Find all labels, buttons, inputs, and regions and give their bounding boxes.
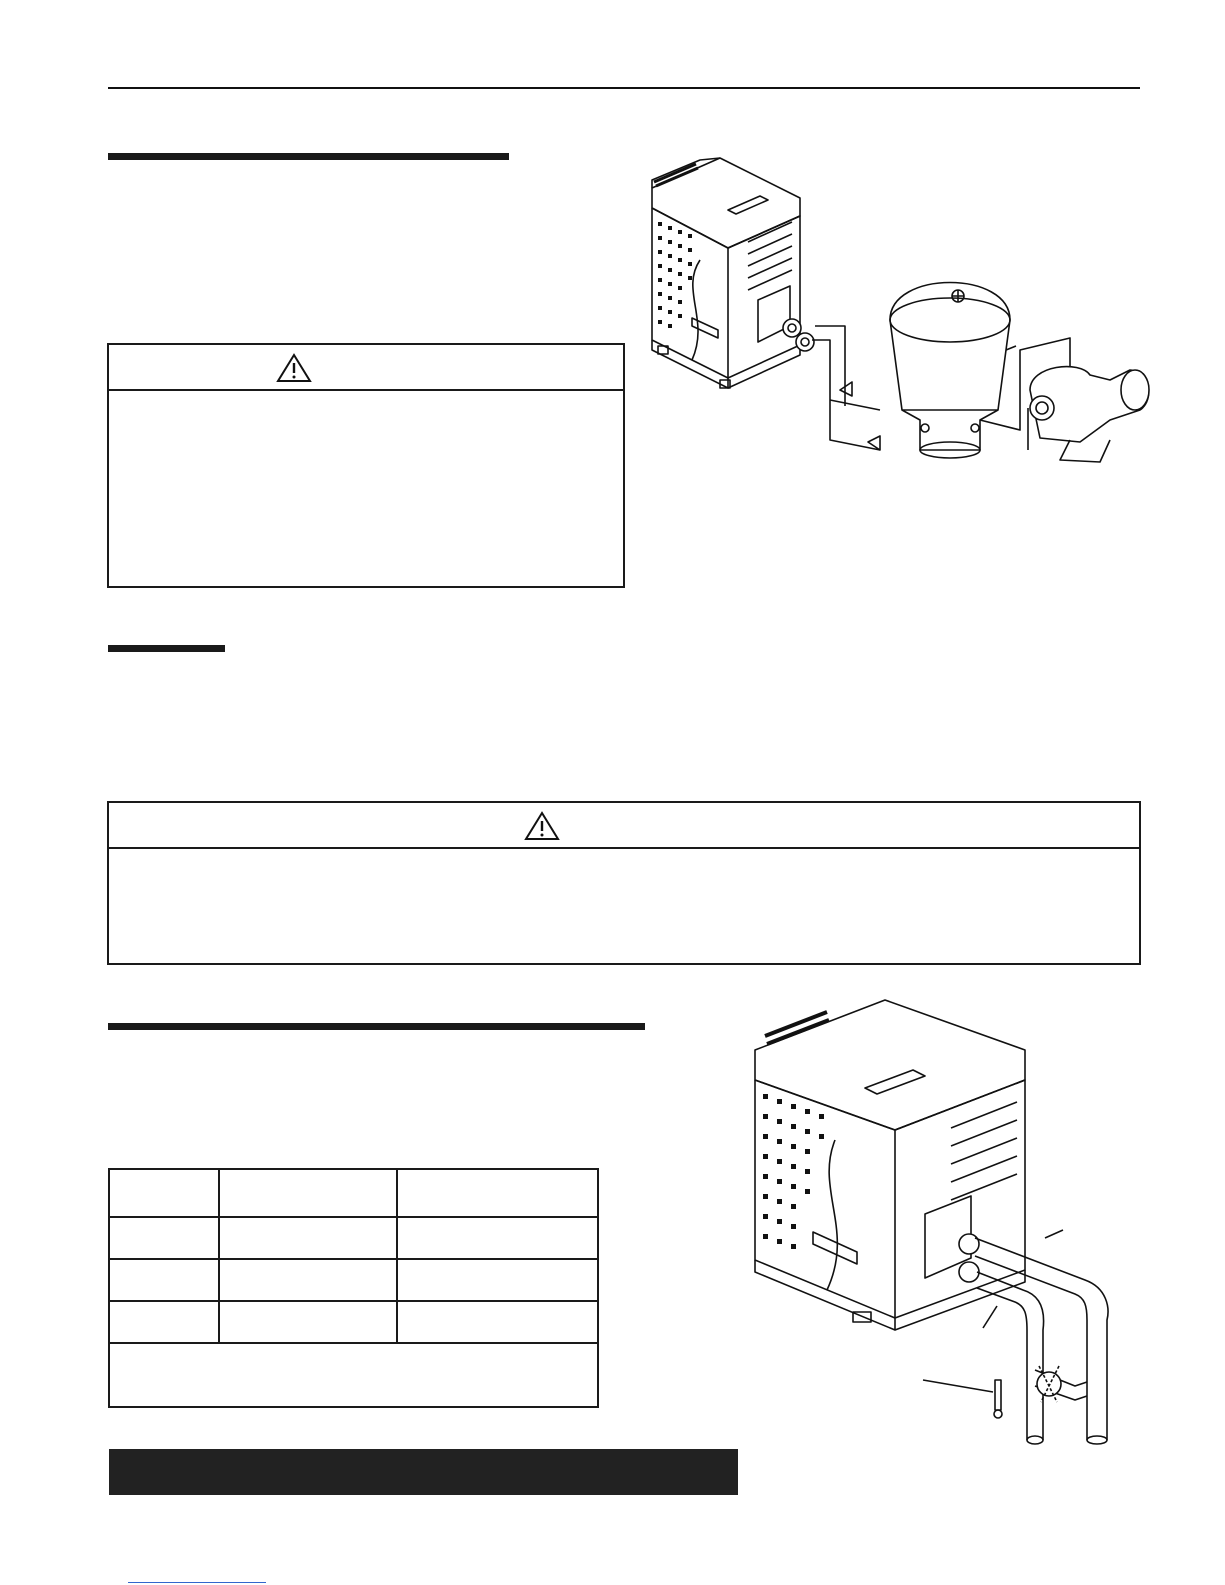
- table-row: [109, 1169, 598, 1217]
- notice-banner: [109, 1449, 738, 1495]
- table-cell: [397, 1169, 598, 1217]
- table-cell: [109, 1217, 219, 1259]
- warning-box-top: [107, 343, 625, 588]
- table-note: [109, 1343, 598, 1407]
- table-row: [109, 1343, 598, 1407]
- table-cell: [219, 1169, 397, 1217]
- heater-bypass-piping-diagram: [745, 990, 1145, 1460]
- warning-box-top-body: [109, 391, 623, 411]
- table-cell: [109, 1169, 219, 1217]
- section-heading-bar-2: [108, 645, 225, 652]
- table-cell: [397, 1301, 598, 1343]
- header-rule: [108, 87, 1140, 89]
- table-row: [109, 1259, 598, 1301]
- footer-link-underline: [128, 1582, 266, 1583]
- table-cell: [397, 1259, 598, 1301]
- table-cell: [219, 1217, 397, 1259]
- table-cell: [109, 1259, 219, 1301]
- table-row: [109, 1301, 598, 1343]
- heater-filter-pump-diagram: [640, 150, 1160, 495]
- warning-box-top-header: [109, 345, 623, 391]
- warning-triangle-icon: [524, 811, 560, 841]
- table-cell: [109, 1301, 219, 1343]
- section-heading-bar-3: [108, 1023, 645, 1030]
- table-row: [109, 1217, 598, 1259]
- table-cell: [219, 1301, 397, 1343]
- warning-box-wide-body: [109, 849, 1139, 869]
- warning-box-wide-header: [109, 803, 1139, 849]
- table-cell: [397, 1217, 598, 1259]
- warning-triangle-icon: [276, 353, 312, 383]
- flow-rate-table: [108, 1168, 599, 1408]
- table-cell: [219, 1259, 397, 1301]
- warning-box-wide: [107, 801, 1141, 965]
- section-heading-bar-1: [108, 153, 509, 160]
